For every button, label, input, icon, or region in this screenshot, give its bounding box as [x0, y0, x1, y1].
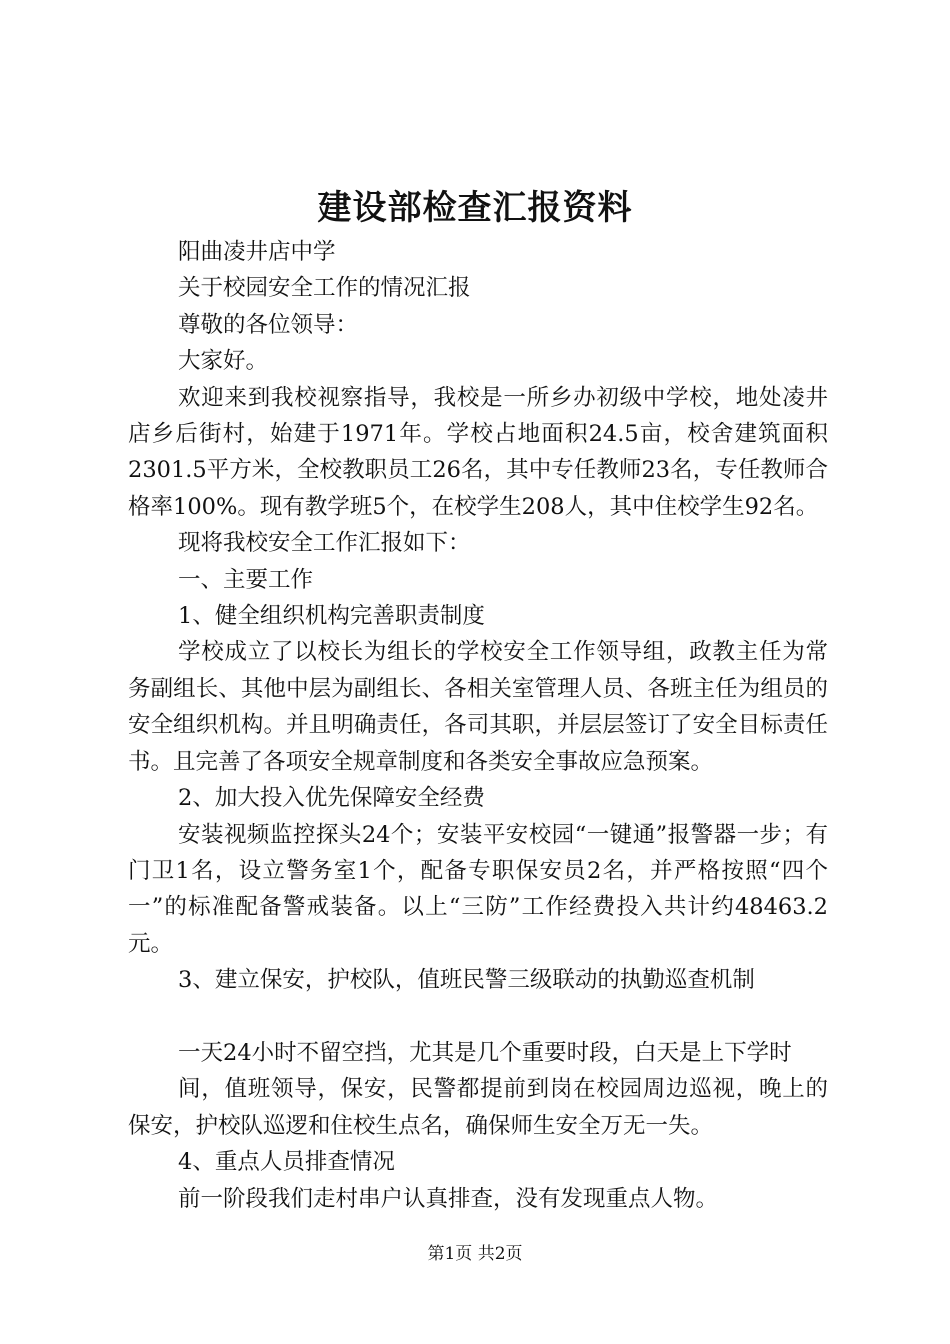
- item-body-1: 学校成立了以校长为组长的学校安全工作领导组，政教主任为常务副组长、其他中层为副组长、各相关室管理人员、各班主任为组员的安全组织机构。并且明确责任，各司其职，并层层签订了安全目标责任书。且完善了各项安全规章制度和各类安全事故应急预案。: [128, 639, 828, 775]
- greeting: 大家好。: [178, 348, 269, 375]
- page-footer: 第1页 共2页: [427, 1244, 523, 1264]
- item-body-3-line-2: 间，值班领导，保安，民警都提前到岗在校园周边巡视，晚上的保安，护校队巡逻和住校生点名，确保师生安全万无一失。: [128, 1076, 828, 1139]
- salutation: 尊敬的各位领导：: [178, 311, 359, 338]
- item-heading-2: 2、加大投入优先保障安全经费: [178, 785, 485, 812]
- section-heading-main-work: 一、主要工作: [178, 566, 314, 593]
- blank-line: [128, 999, 828, 1035]
- document-body: [128, 234, 828, 1217]
- report-subject: 关于校园安全工作的情况汇报: [178, 275, 471, 302]
- item-body-3-line-1: 一天24小时不留空挡，尤其是几个重要时段，白天是上下学时: [178, 1039, 792, 1066]
- school-introduction: 欢迎来到我校视察指导，我校是一所乡办初级中学校，地处凌井店乡后街村，始建于1971年。学校占地面积24.5亩，校舍建筑面积2301.5平方米，全校教职员工26名，其中专任教师23名，专任教师合格率100%。现有教学班5个，在校学生208人，其中住校学生92名。: [128, 384, 828, 520]
- item-body-2: 安装视频监控探头24个；安装平安校园“一键通”报警器一步；有门卫1名，设立警务室1个，配备专职保安员2名，并严格按照“四个一”的标准配备警戒装备。以上“三防”工作经费投入共计约48463.2元。: [128, 821, 828, 957]
- item-heading-1: 1、健全组织机构完善职责制度: [178, 603, 485, 630]
- item-heading-4: 4、重点人员排查情况: [178, 1149, 395, 1176]
- report-intro: 现将我校安全工作汇报如下：: [178, 530, 471, 557]
- school-name: 阳曲凌井店中学: [178, 239, 336, 265]
- document-title: 建设部检查汇报资料: [317, 188, 633, 228]
- item-heading-3: 3、建立保安，护校队，值班民警三级联动的执勤巡查机制: [178, 967, 755, 994]
- item-body-4: 前一阶段我们走村串户认真排查，没有发现重点人物。: [178, 1185, 719, 1212]
